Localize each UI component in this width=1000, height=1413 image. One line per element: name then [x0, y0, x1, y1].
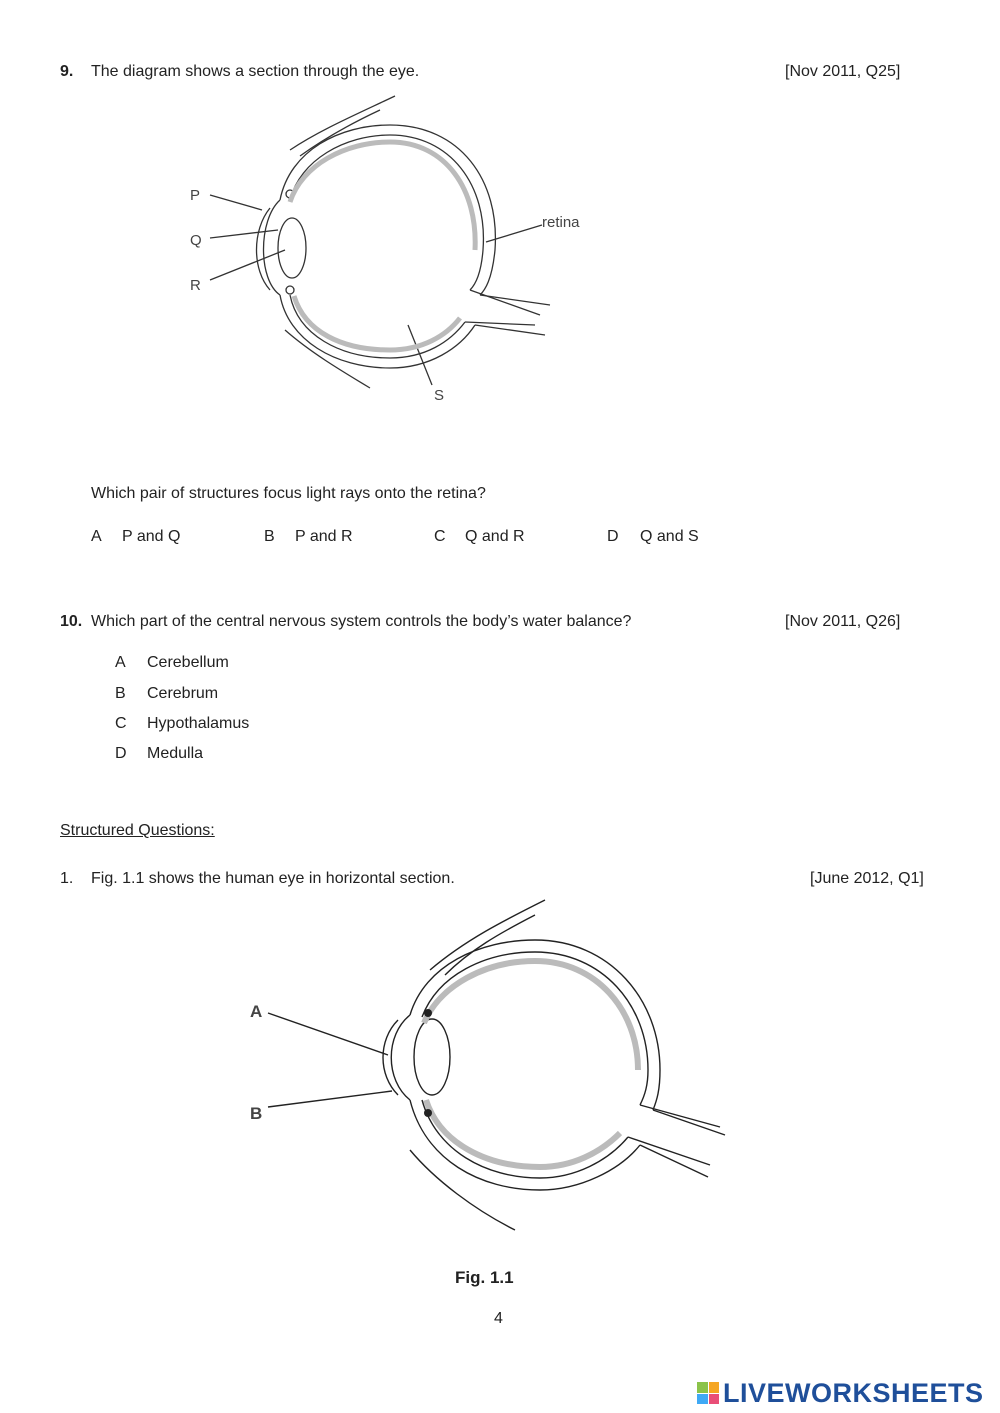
label-r: R [190, 277, 201, 294]
q9-option-b-letter: B [264, 528, 275, 545]
label-p: P [190, 187, 201, 204]
cornea-fig [391, 1015, 410, 1100]
ciliary-body-bottom [286, 286, 294, 294]
ciliary-top-dot [424, 1009, 432, 1017]
q9-option-a-letter: A [91, 528, 102, 545]
q9-option-a-text: P and Q [122, 528, 181, 545]
q10-number: 10. [60, 613, 83, 630]
q10-option-c-letter: C [115, 715, 127, 732]
label-s: S [434, 387, 445, 404]
q9-option-d-letter: D [607, 528, 619, 545]
sq1-number: 1. [60, 870, 74, 887]
eye-diagram-q9 [170, 90, 600, 420]
q9-option-b-text: P and R [295, 528, 353, 545]
ciliary-bottom-dot [424, 1109, 432, 1117]
q10-option-b-letter: B [115, 685, 126, 702]
label-q: Q [190, 232, 202, 249]
sq1-reference: [June 2012, Q1] [810, 870, 924, 887]
q10-option-d-text: Medulla [147, 745, 204, 762]
q10-option-b-text: Cerebrum [147, 685, 219, 702]
label-retina: retina [542, 214, 580, 231]
q10-option-a-text: Cerebellum [147, 654, 229, 671]
eye-diagram-fig-1-1 [240, 895, 740, 1240]
q10-option-a-letter: A [115, 654, 126, 671]
lens-fig [414, 1019, 450, 1095]
q9-number: 9. [60, 63, 74, 80]
q10-reference: [Nov 2011, Q26] [785, 613, 901, 630]
sq1-text: Fig. 1.1 shows the human eye in horizontal section. [91, 870, 455, 887]
q9-option-c-text: Q and R [465, 528, 525, 545]
q10-text: Which part of the central nervous system controls the body’s water balance? [91, 613, 632, 630]
q10-option-d-letter: D [115, 745, 127, 762]
structured-heading: Structured Questions: [60, 822, 215, 839]
q9-text: The diagram shows a section through the eye. [91, 63, 420, 80]
q9-reference: [Nov 2011, Q25] [785, 63, 901, 80]
figure-caption: Fig. 1.1 [455, 1268, 514, 1287]
liveworksheets-icon [697, 1382, 719, 1404]
q9-option-c-letter: C [434, 528, 446, 545]
q9-option-d-text: Q and S [640, 528, 699, 545]
label-a: A [250, 1002, 263, 1021]
lens [278, 218, 306, 278]
q10-option-c-text: Hypothalamus [147, 715, 250, 732]
brand-logo[interactable] [697, 1378, 984, 1408]
q9-question: Which pair of structures focus light rays onto the retina? [91, 485, 486, 502]
brand-name: LIVEWORKSHEETS [723, 1377, 984, 1408]
label-b: B [250, 1104, 263, 1123]
page-number: 4 [494, 1310, 503, 1327]
